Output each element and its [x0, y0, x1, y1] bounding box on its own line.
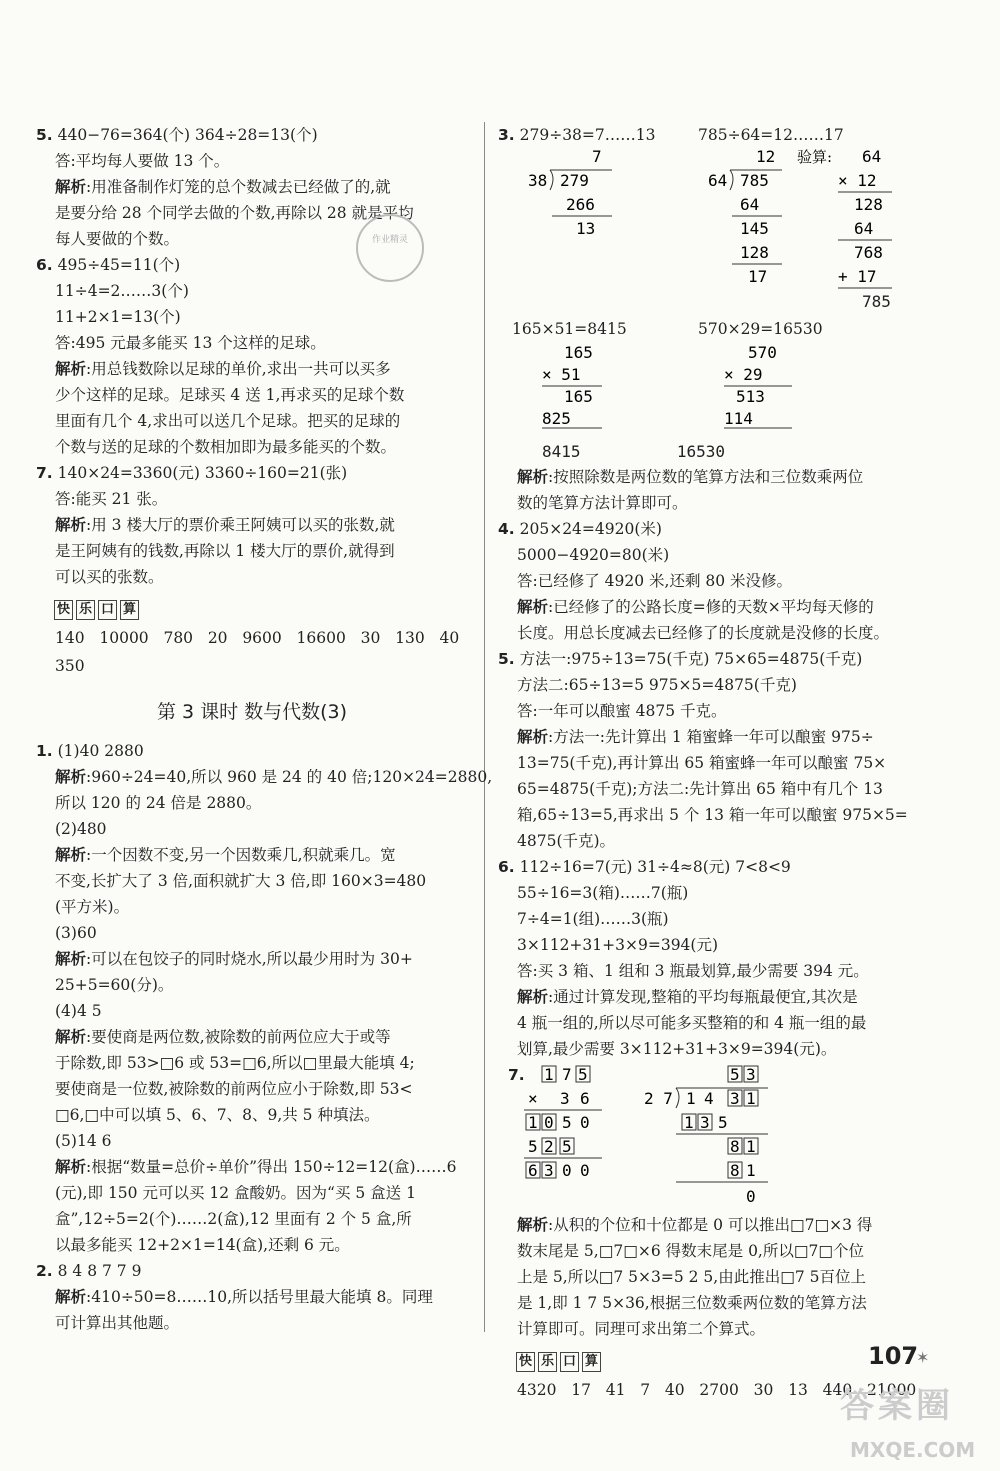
- s1-j5d: 以最多能买 12+2×1=14(盒),还剩 6 元。: [55, 1236, 350, 1254]
- svg-text:64: 64: [708, 171, 728, 190]
- mult-results: 8415 16530: [542, 442, 726, 461]
- svg-text:513: 513: [736, 387, 765, 406]
- star-icon: ✶: [916, 1348, 930, 1367]
- s1-j2c: (平方米)。: [55, 898, 130, 916]
- q7-analysis-2: 数末尾是 5,□7□×6 得数末尾是 0,所以□7□个位: [517, 1242, 865, 1260]
- s1-a2: (2)480: [55, 820, 107, 838]
- kuaile-answers-1: 140 10000 780 20 9600 16600 30 130 40: [55, 629, 460, 647]
- svg-text:8: 8: [730, 1161, 740, 1180]
- svg-text:0: 0: [544, 1113, 554, 1132]
- q6-line2: 11÷4=2……3(个): [55, 282, 189, 300]
- svg-text:3: 3: [730, 1089, 740, 1108]
- q5-answer: 答:平均每人要做 13 个。: [55, 152, 230, 170]
- svg-text:279: 279: [560, 171, 589, 190]
- stamp-seal: 作业精灵: [356, 214, 424, 282]
- q7-figure: 7. 1 7 5 × 3 6 1 0 5 0 5 2 5 6 3 0 0 5 3 2 7 1 4 3 1 1 3 5 8 1 8 1 0: [498, 1062, 968, 1212]
- s2-analysis: 解析:410÷50=8……10,所以括号里最大能填 8。同理: [55, 1287, 433, 1306]
- s1-j5b: (元),即 150 元可以买 12 盒酸奶。因为“买 5 盒送 1: [55, 1184, 416, 1202]
- svg-text:3: 3: [700, 1113, 710, 1132]
- q4-line1: 4. 205×24=4920(米): [498, 520, 662, 538]
- q3-long-division: [512, 148, 968, 296]
- left-column: [36, 122, 493, 1336]
- s1-j3: 解析:可以在包饺子的同时烧水,所以最少用时为 30+: [55, 949, 413, 968]
- q6-answer: 答:买 3 箱、1 组和 3 瓶最划算,最少需要 394 元。: [517, 962, 869, 980]
- q3b-header: 165×51=8415 570×29=16530: [512, 320, 823, 338]
- svg-text:6: 6: [580, 1089, 590, 1108]
- q6-line4: 3×112+31+3×9=394(元): [517, 936, 719, 954]
- svg-text:13: 13: [576, 219, 596, 238]
- s2-analysis-2: 可计算出其他题。: [55, 1314, 180, 1332]
- svg-text:266: 266: [566, 195, 595, 214]
- svg-text:38: 38: [528, 171, 548, 190]
- watermark-url: MXQE.COM: [850, 1438, 976, 1462]
- q6-line1: 6. 112÷16=7(元) 31÷4≈8(元) 7<8<9: [498, 858, 791, 876]
- kuaile-answers-right: 4320 17 41 7 40 2700 30 13 440 21000: [517, 1381, 917, 1399]
- svg-text:5: 5: [528, 1137, 538, 1156]
- svg-text:64: 64: [740, 195, 760, 214]
- svg-text:165: 165: [564, 343, 593, 362]
- svg-text:17: 17: [748, 267, 768, 286]
- q5-analysis-4: 箱,65÷13=5,再求出 5 个 13 箱一年可以酿蜜 975×5=: [517, 806, 908, 824]
- s1-j3b: 25+5=60(分)。: [55, 976, 174, 994]
- q4-answer: 答:已经修了 4920 米,还剩 80 米没修。: [517, 572, 793, 590]
- q7-analysis-5: 计算即可。同理可求出第二个算式。: [517, 1320, 766, 1338]
- svg-text:2 7: 2 7: [644, 1089, 673, 1108]
- s1-j2b: 不变,长扩大了 3 倍,面积就扩大 3 倍,即 160×3=480: [55, 872, 427, 890]
- svg-text:5: 5: [718, 1113, 728, 1132]
- q6-analysis: 解析:用总钱数除以足球的单价,求出一共可以买多: [55, 359, 391, 378]
- svg-text:768: 768: [854, 243, 883, 262]
- svg-text:570: 570: [748, 343, 777, 362]
- q6-analysis-2: 4 瓶一组的,所以尽可能多买整箱的和 4 瓶一组的最: [517, 1014, 867, 1032]
- svg-text:1: 1: [528, 1113, 538, 1132]
- svg-text:0: 0: [562, 1161, 572, 1180]
- svg-text:0: 0: [580, 1113, 590, 1132]
- svg-text:1: 1: [544, 1065, 554, 1084]
- multiplication-figures: [512, 342, 972, 442]
- svg-text:5: 5: [562, 1113, 572, 1132]
- q6-analysis-3: 里面有几个 4,求出可以送几个足球。把买的足球的: [55, 412, 401, 430]
- svg-text:3: 3: [746, 1065, 756, 1084]
- q4-analysis: 解析:已经修了的公路长度=修的天数×平均每天修的: [517, 597, 874, 616]
- svg-text:128: 128: [740, 243, 769, 262]
- q4-analysis-2: 长度。用总长度减去已经修了的长度就是没修的长度。: [517, 624, 890, 642]
- q5-analysis: 解析:用准备制作灯笼的总个数减去已经做了的,就: [55, 177, 391, 196]
- q7-analysis-3: 可以买的张数。: [55, 568, 164, 586]
- watermark-logo: 答案圈: [840, 1386, 954, 1426]
- kuaile-answers-2: 350: [55, 657, 85, 675]
- svg-text:4: 4: [704, 1089, 714, 1108]
- q6-line3: 11+2×1=13(个): [55, 308, 181, 326]
- q5-answer: 答:一年可以酿蜜 4875 千克。: [517, 702, 727, 720]
- svg-text:验算:: 验算:: [797, 148, 833, 166]
- q6-analysis-4: 个数与送的足球的个数相加即为最多能买的个数。: [55, 438, 397, 456]
- s1-j4b: 于除数,即 53>□6 或 53=□6,所以□里最大能填 4;: [55, 1054, 415, 1072]
- svg-text:2: 2: [544, 1137, 554, 1156]
- q7-analysis-2: 是王阿姨有的钱数,再除以 1 楼大厅的票价,就得到: [55, 542, 395, 560]
- svg-text:5: 5: [562, 1137, 572, 1156]
- svg-text:785: 785: [740, 171, 769, 190]
- svg-text:128: 128: [854, 195, 883, 214]
- q5-analysis-2: 是要分给 28 个同学去做的个数,再除以 28 就是平均: [55, 204, 414, 222]
- s1-a1: 1. (1)40 2880: [36, 742, 144, 760]
- q5-line1: 5. 440−76=364(个) 364÷28=13(个): [36, 126, 318, 144]
- svg-text:× 12: × 12: [838, 171, 877, 190]
- q7-analysis: 解析:用 3 楼大厅的票价乘王阿姨可以买的张数,就: [55, 515, 395, 534]
- q3-analysis: 解析:按照除数是两位数的笔算方法和三位数乘两位: [517, 467, 864, 486]
- q5-analysis-5: 4875(千克)。: [517, 832, 616, 850]
- s1-j5: 解析:根据“数量=总价÷单价”得出 150÷12=12(盒)……6: [55, 1157, 457, 1176]
- svg-text:0: 0: [580, 1161, 590, 1180]
- svg-text:8: 8: [730, 1137, 740, 1156]
- verify-result: 785: [862, 292, 891, 311]
- svg-text:64: 64: [862, 148, 882, 166]
- column-divider: [484, 122, 485, 1332]
- s1-a5: (5)14 6: [55, 1132, 112, 1150]
- svg-text:64: 64: [854, 219, 874, 238]
- q7-answer: 答:能买 21 张。: [55, 490, 168, 508]
- q6-analysis-3: 划算,最少需要 3×112+31+3×9=394(元)。: [517, 1040, 837, 1058]
- q7-analysis-3: 上是 5,所以□7 5×3=5 2 5,由此推出□7 5百位上: [517, 1268, 867, 1286]
- svg-text:6: 6: [528, 1161, 538, 1180]
- s1-j4c: 要使商是一位数,被除数的前两位应小于除数,即 53<: [55, 1080, 413, 1098]
- s1-j4d: □6,□中可以填 5、6、7、8、9,共 5 种填法。: [55, 1106, 380, 1124]
- s1-j1b: 所以 120 的 24 倍是 2880。: [55, 794, 262, 812]
- q5-line1: 5. 方法一:975÷13=75(千克) 75×65=4875(千克): [498, 650, 863, 668]
- q7-analysis-4: 是 1,即 1 7 5×36,根据三位数乘两位数的笔算方法: [517, 1294, 867, 1312]
- q4-line2: 5000−4920=80(米): [517, 546, 670, 564]
- s1-j1: 解析:960÷24=40,所以 960 是 24 的 40 倍;120×24=2880,: [55, 767, 493, 786]
- right-column: [498, 122, 968, 1404]
- svg-text:1: 1: [746, 1089, 756, 1108]
- svg-text:× 51: × 51: [542, 365, 581, 384]
- page-number: 107: [868, 1342, 919, 1370]
- q3-header: 3. 279÷38=7……13 785÷64=12……17: [498, 126, 844, 144]
- q5-analysis-2: 13=75(千克),再计算出 65 箱蜜蜂一年可以酿蜜 75×: [517, 754, 887, 772]
- svg-text:825: 825: [542, 409, 571, 428]
- svg-text:5: 5: [578, 1065, 588, 1084]
- q5-analysis-3: 每人要做的个数。: [55, 230, 180, 248]
- q5-analysis: 解析:方法一:先计算出 1 箱蜜蜂一年可以酿蜜 975÷: [517, 727, 874, 746]
- s2-answer: 2. 8 4 8 7 7 9: [36, 1262, 142, 1280]
- q6-line3: 7÷4=1(组)……3(瓶): [517, 910, 669, 928]
- q3-analysis-2: 数的笔算方法计算即可。: [517, 494, 688, 512]
- svg-text:114: 114: [724, 409, 753, 428]
- section-title: 第 3 课时 数与代数(3): [156, 701, 348, 723]
- kuaile-kousuan-label-right: 快 乐 口 算: [516, 1352, 968, 1372]
- q7-analysis: 解析:从积的个位和十位都是 0 可以推出□7□×3 得: [517, 1215, 873, 1234]
- s1-a3: (3)60: [55, 924, 97, 942]
- svg-text:1: 1: [746, 1161, 756, 1180]
- svg-text:× 29: × 29: [724, 365, 763, 384]
- svg-text:1: 1: [686, 1089, 696, 1108]
- svg-text:165: 165: [564, 387, 593, 406]
- q6-analysis-2: 少个这样的足球。足球买 4 送 1,再求买的足球个数: [55, 386, 405, 404]
- svg-text:1: 1: [746, 1137, 756, 1156]
- svg-text:12: 12: [756, 148, 776, 166]
- q6-analysis: 解析:通过计算发现,整箱的平均每瓶最便宜,其次是: [517, 987, 858, 1006]
- svg-text:3: 3: [560, 1089, 570, 1108]
- q5-line2: 方法二:65÷13=5 975×5=4875(千克): [517, 676, 797, 694]
- s1-a4: (4)4 5: [55, 1002, 102, 1020]
- q5-analysis-3: 65=4875(千克);方法二:先计算出 65 箱中有几个 13: [517, 780, 883, 798]
- svg-text:145: 145: [740, 219, 769, 238]
- q6-line2: 55÷16=3(箱)……7(瓶): [517, 884, 689, 902]
- svg-text:7: 7: [592, 148, 602, 166]
- svg-text:7: 7: [562, 1065, 572, 1084]
- q6-answer: 答:495 元最多能买 13 个这样的足球。: [55, 334, 326, 352]
- svg-text:3: 3: [544, 1161, 554, 1180]
- kuaile-kousuan-label: 快 乐 口 算: [54, 600, 468, 620]
- svg-text:5: 5: [730, 1065, 740, 1084]
- svg-text:×: ×: [528, 1089, 538, 1108]
- division-figures: [512, 148, 968, 296]
- svg-text:0: 0: [746, 1187, 756, 1206]
- s1-j2: 解析:一个因数不变,另一个因数乘几,积就乘几。宽: [55, 845, 396, 864]
- q6-line1: 6. 495÷45=11(个): [36, 256, 181, 274]
- s1-j5c: 盒”,12÷5=2(个)……2(盒),12 里面有 2 个 5 盒,所: [55, 1210, 412, 1228]
- svg-text:1: 1: [684, 1113, 694, 1132]
- svg-text:+ 17: + 17: [838, 267, 877, 286]
- s1-j4: 解析:要使商是两位数,被除数的前两位应大于或等: [55, 1027, 391, 1046]
- q7-line1: 7. 140×24=3360(元) 3360÷160=21(张): [36, 464, 348, 482]
